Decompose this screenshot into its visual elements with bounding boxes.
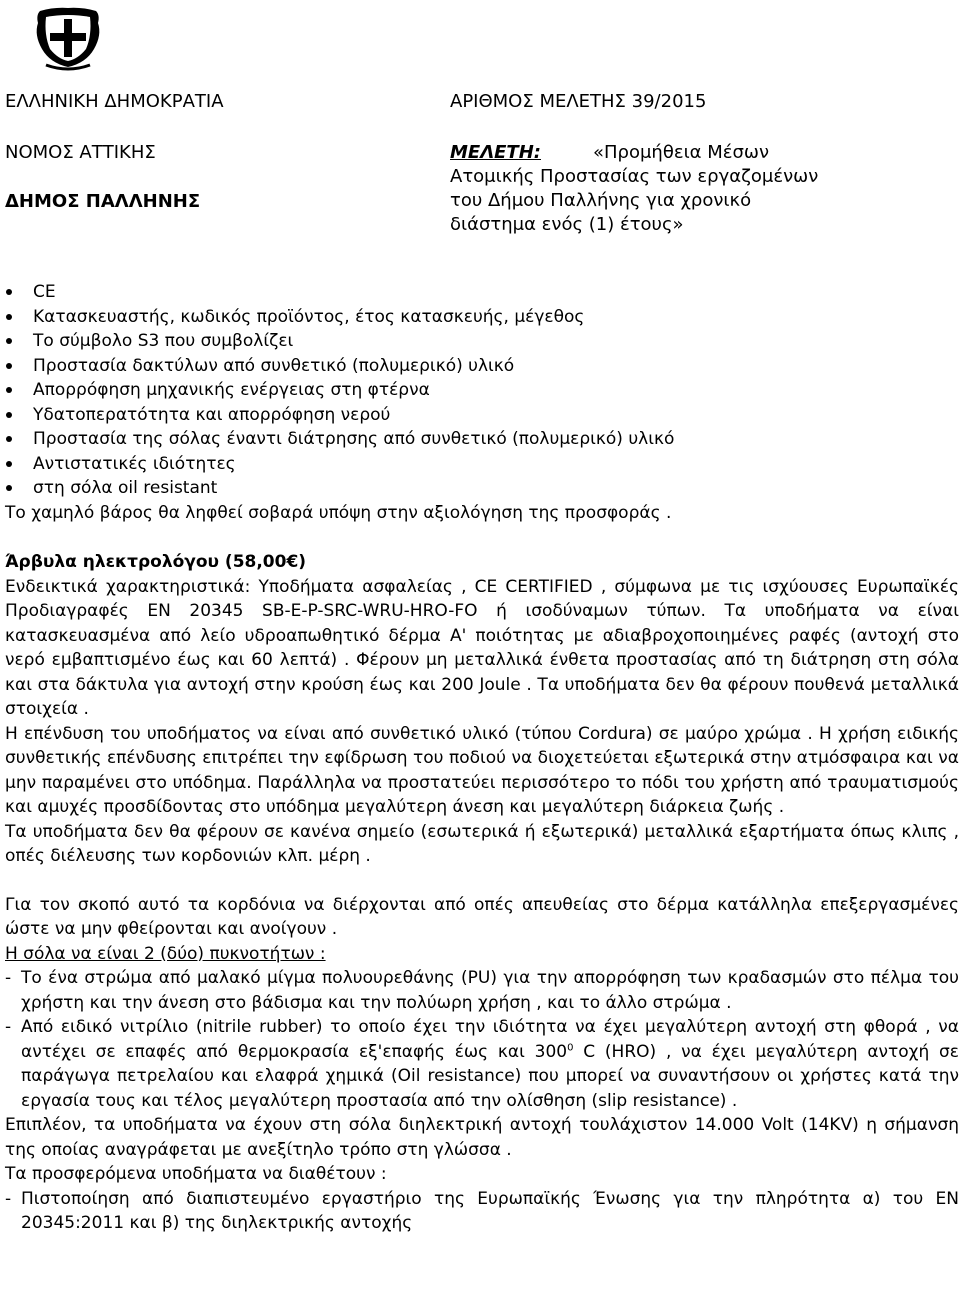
greek-coat-of-arms-emblem	[32, 5, 104, 71]
list-item: Απορρόφηση μηχανικής ενέργειας στη φτέρνα	[5, 378, 959, 403]
list-item: Κατασκευαστής, κωδικός προϊόντος, έτος κατασκευής, μέγεθος	[5, 305, 959, 330]
list-item: Το σύμβολο S3 που συμβολίζει	[5, 329, 959, 354]
requirements-list	[5, 280, 959, 501]
bullet-icon	[6, 461, 12, 467]
list-item: CE	[5, 280, 959, 305]
bullet-icon	[6, 485, 12, 491]
bullet-icon	[6, 289, 12, 295]
bullet-icon	[6, 387, 12, 393]
section-heading: Άρβυλα ηλεκτρολόγου (58,00€)	[5, 552, 307, 572]
paragraph-required-docs: Τα προσφερόμενα υποδήματα να διαθέτουν :	[5, 1164, 387, 1184]
paragraph-lining: Η επένδυση του υποδήματος να είναι από συνθετικό υλικό (τύπου Cordura) σε μαύρο χρώμα . Η χρήση ειδικής συνθετικής επένδυσης επιτρέπει την εφίδρωση του ποδιού να διοχετεύεται εξωτερικά στην ατμόσφαιρα και να μην παραμένει στο υπόδημα. Παράλληλα να προστατεύει περισσότερο το πόδι του χρήστη από τραυματισμούς και αμυχές προσδίδοντας στο υπόδημα μεγαλύτερη άνεση και μεγαλύτερη διάρκεια ζωής .	[5, 723, 959, 817]
sole-layer-1: - Το ένα στρώμα από μαλακό μίγμα πολυουρεθάνης (PU) για την απορρόφηση των κραδασμών στο πέλμα του χρήστη και την άνεση στο βάδισμα και την πολύωρη χρήση , και το άλλο στρώμα .	[5, 968, 959, 1013]
study-title-line-1: «Προμήθεια Μέσων	[592, 142, 770, 163]
paragraph-dielectric: Επιπλέον, τα υποδήματα να έχουν στη σόλα διηλεκτρική αντοχή τουλάχιστον 14.000 Volt (14KV) η σήμανση της οποίας αναγράφεται με ανεξίτηλο τρόπο στη γλώσσα .	[5, 1115, 959, 1160]
bullet-icon	[6, 314, 12, 320]
list-item: Αντιστατικές ιδιότητες	[5, 452, 959, 477]
list-item: στη σόλα oil resistant	[5, 476, 959, 501]
electrician-boots-section	[5, 550, 959, 1236]
list-item: Προστασία της σόλας έναντι διάτρησης από συνθετικό (πολυμερικό) υλικό	[5, 427, 959, 452]
list-item: Υδατοπερατότητα και απορρόφηση νερού	[5, 403, 959, 428]
bullet-icon	[6, 338, 12, 344]
list-item: Προστασία δακτύλων από συνθετικό (πολυμερικό) υλικό	[5, 354, 959, 379]
study-label: ΜΕΛΕΤΗ:	[450, 142, 541, 163]
weight-note: Το χαμηλό βάρος θα ληφθεί σοβαρά υπόψη στην αξιολόγηση της προσφοράς .	[5, 502, 672, 523]
sole-heading: Η σόλα να είναι 2 (δύο) πυκνοτήτων :	[5, 943, 326, 964]
paragraph-no-metal: Τα υποδήματα δεν θα φέρουν σε κανένα σημείο (εσωτερικά ή εξωτερικά) μεταλλικά εξαρτήματα όπως κλιπς , οπές διέλευσης των κορδονιών κλπ. μέρη .	[5, 821, 959, 866]
municipality-label: ΔΗΜΟΣ ΠΑΛΛΗΝΗΣ	[5, 191, 201, 212]
study-title-line-2: Ατομικής Προστασίας των εργαζομένων	[450, 166, 819, 187]
study-title-block	[450, 141, 890, 237]
requirements-list-block	[5, 280, 959, 525]
bullet-icon	[6, 436, 12, 442]
study-title-line-4: διάστημα ενός (1) έτους»	[450, 214, 684, 235]
bullet-icon	[6, 412, 12, 418]
paragraph-characteristics: Ενδεικτικά χαρακτηριστικά: Υποδήματα ασφαλείας , CE CERTIFIED , σύμφωνα με τις ισχύουσες Ευρωπαϊκές Προδιαγραφές EN 20345 SB-E-P-SRC-WRU-HRO-FO ή ισοδύναμων τύπων. Τα υποδήματα να είναι κατασκευασμένα από λείο υδροαπωθητικό δέρμα Α' ποιότητας με αδιαβροχοποιημένες ραφές (αντοχή στο νερό εμβαπτισμένο έως και 60 λεπτά) . Φέρουν μη μεταλλικά ένθετα προστασίας από τη διάτρηση στη σόλα και στα δάκτυλα για αντοχή στην κρούση έως και 200 Joule . Τα υποδήματα δεν θα φέρουν πουθενά μεταλλικά στοιχεία .	[5, 576, 959, 719]
sole-layer-2: - Από ειδικό νιτρίλιο (nitrile rubber) το οποίο έχει την ιδιότητα να έχει μεγαλύτερη αντοχή στη φθορά , να αντέχει σε επαφές από θερμοκρασία εξ'επαφής έως και $300^0$ C (HRO) , να έχει μεγαλύτερη αντοχή σε παράγωγα πετρελαίου και ελαφρά χημικά (Oil resistance) που μπορεί να συναντήσουν οι χρήστες κατά την εργασία τους και τέλος μεγαλύτερη προστασία από την ολίσθηση (slip resistance) .	[5, 1017, 959, 1111]
bullet-icon	[6, 363, 12, 369]
study-number: ΑΡΙΘΜΟΣ ΜΕΛΕΤΗΣ 39/2015	[450, 91, 707, 112]
certification-item: - Πιστοποίηση από διαπιστευμένο εργαστήριο της Ευρωπαϊκής Ένωσης για την πληρότητα α) του EN 20345:2011 και β) της διηλεκτρικής αντοχής	[5, 1188, 959, 1233]
paragraph-laces: Για τον σκοπό αυτό τα κορδόνια να διέρχονται από οπές απευθείας στο δέρμα κατάλληλα επεξεργασμένες ώστε να μην φθείρονται και ανοίγουν .	[5, 894, 959, 939]
republic-label: ΕΛΛΗΝΙΚΗ ΔΗΜΟΚΡΑΤΙΑ	[5, 91, 224, 112]
study-title-line-3: του Δήμου Παλλήνης για χρονικό	[450, 190, 752, 211]
prefecture-label: ΝΟΜΟΣ ΑΤΤΙΚΗΣ	[5, 142, 156, 163]
